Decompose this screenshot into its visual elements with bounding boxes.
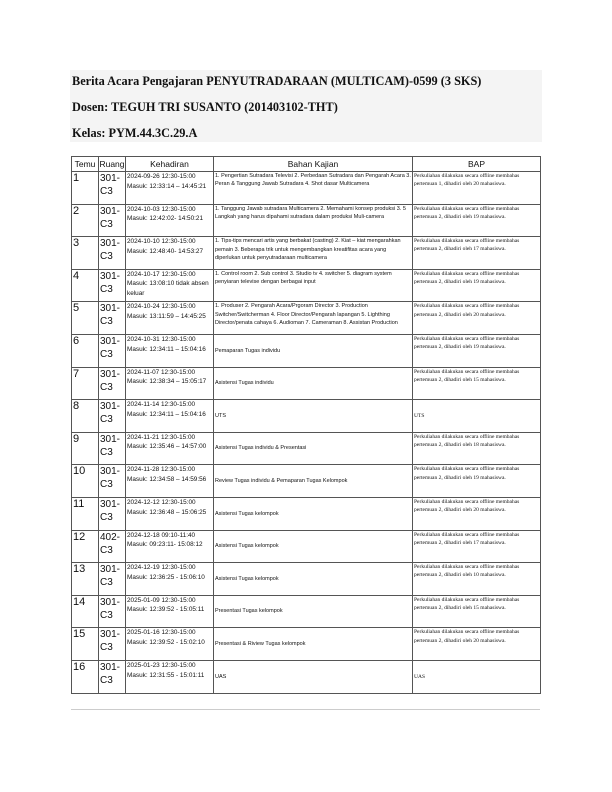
table-row (72, 367, 541, 400)
cell-kehadiran: 2024-12-18 09:10-11:40 Masuk: 09:23:11- 15:08:12 (126, 530, 214, 563)
cell-bahan-kajian: Asistensi Tugas individu & Presentasi (214, 432, 413, 465)
cell-kehadiran: 2025-01-23 12:30-15:00 Masuk: 12:31:55 - 15:01:11 (126, 660, 214, 693)
cell-ruang: 301-C3 (99, 400, 126, 433)
cell-temu: 15 (72, 628, 99, 661)
cell-kehadiran: 2024-11-14 12:30-15:00 Masuk: 12:34:11 – 15:04:16 (126, 400, 214, 433)
cell-ruang: 301-C3 (99, 269, 126, 302)
cell-ruang: 301-C3 (99, 660, 126, 693)
cell-temu: 5 (72, 302, 99, 335)
header-kehadiran: Kehadiran (126, 157, 214, 172)
cell-bahan-kajian: 1. Produser 2. Pengarah Acara/Prgoram Director 3. Production Switcher/Switcherman 4. Floor Director/Pengarah lapangan 5. Lighthing Director/penata cahaya 6. Audioman 7. Cameraman 8. Assistan Production (214, 302, 413, 335)
cell-bap: Perkuliahan dilakukan secara offline membahas pertemuan 2, dihadiri oleh 19 mahasiswa. (413, 465, 541, 498)
cell-bahan-kajian: Asistensi Tugas kelompok (214, 530, 413, 563)
table-row (72, 497, 541, 530)
cell-bahan-kajian: 1. Tanggung Jawab sutradara Multicamera 2. Memahami konsep produksi 3. 5 Langkah yang harus dipahami sutradara dalam produksi Muli-camera (214, 204, 413, 237)
cell-kehadiran: 2024-10-17 12:30-15:00 Masuk: 13:08:10 tidak absen keluar (126, 269, 214, 302)
class-line: Kelas: PYM.44.3C.29.A (72, 126, 198, 140)
cell-bap: Perkuliahan dilakukan secara offline membahas pertemuan 2, dihadiri oleh 17 mahasiswa. (413, 530, 541, 563)
cell-ruang: 301-C3 (99, 628, 126, 661)
cell-bap: Perkuliahan dilakukan secara offline membahas pertemuan 1, dihadiri oleh 20 mahasiswa. (413, 172, 541, 205)
header-ruang: Ruang (99, 157, 126, 172)
table-row (72, 563, 541, 596)
cell-temu: 1 (72, 172, 99, 205)
table-row (72, 204, 541, 237)
table-row (72, 302, 541, 335)
cell-kehadiran: 2024-11-21 12:30-15:00 Masuk: 12:35:46 – 14:57:00 (126, 432, 214, 465)
cell-bahan-kajian: Presentasi Tugas kelompok (214, 595, 413, 628)
cell-kehadiran: 2024-10-03 12:30-15:00 Masuk: 12:42:02- 14:50:21 (126, 204, 214, 237)
cell-temu: 7 (72, 367, 99, 400)
cell-bap: Perkuliahan dilakukan secara offline membahas pertemuan 2, dihadiri oleh 15 mahasiswa. (413, 367, 541, 400)
cell-bahan-kajian: 1. Pengertian Sutradara Televisi 2. Perbedaan Sutradara dan Pengarah Acara 3. Peran & Tanggung Jawab Sutradara 4. Shot dasar Multicamera (214, 172, 413, 205)
cell-bahan-kajian: Asistensi Tugas kelompok (214, 497, 413, 530)
cell-temu: 4 (72, 269, 99, 302)
cell-bahan-kajian: Presentasi & Riview Tugas kelompok (214, 628, 413, 661)
attendance-table (71, 156, 541, 694)
table-row (72, 269, 541, 302)
cell-bap: Perkuliahan dilakukan secara offline membahas pertemuan 2, dihadiri oleh 10 mahasiswa. (413, 563, 541, 596)
cell-bap: Perkuliahan dilakukan secara offline membahas pertemuan 2, dihadiri oleh 18 mahasiswa. (413, 432, 541, 465)
cell-ruang: 301-C3 (99, 237, 126, 270)
header-bap: BAP (413, 157, 541, 172)
cell-bahan-kajian: 1. Tips-tips mencari artis yang berbakat (casting) 2. Kiat – kiat mengarahkan pemain 3. Beberapa trik untuk mengembangkan kreatifitas acara yang diperlukan untuk penyutradaraan multicamera (214, 237, 413, 270)
cell-bap: UAS (413, 660, 541, 693)
cell-bahan-kajian: Pemaparan Tugas individu (214, 334, 413, 367)
cell-kehadiran: 2024-11-28 12:30-15:00 Masuk: 12:34:58 – 14:59:56 (126, 465, 214, 498)
cell-temu: 8 (72, 400, 99, 433)
cell-ruang: 301-C3 (99, 172, 126, 205)
cell-bap: Perkuliahan dilakukan secara offline membahas pertemuan 2, dihadiri oleh 19 mahasiswa. (413, 334, 541, 367)
cell-bap: Perkuliahan dilakukan secara offline membahas pertemuan 2, dihadiri oleh 15 mahasiswa. (413, 595, 541, 628)
cell-kehadiran: 2024-10-31 12:30-15:00 Masuk: 12:34:11 – 15:04:16 (126, 334, 214, 367)
cell-temu: 10 (72, 465, 99, 498)
cell-ruang: 301-C3 (99, 367, 126, 400)
cell-kehadiran: 2025-01-16 12:30-15:00 Masuk: 12:39:52 - 15:02:10 (126, 628, 214, 661)
cell-ruang: 301-C3 (99, 204, 126, 237)
cell-bahan-kajian: UAS (214, 660, 413, 693)
cell-bap: Perkuliahan dilakukan secara offline membahas pertemuan 2, dihadiri oleh 17 mahasiswa. (413, 237, 541, 270)
cell-temu: 9 (72, 432, 99, 465)
table-row (72, 660, 541, 693)
cell-temu: 16 (72, 660, 99, 693)
cell-kehadiran: 2024-10-24 12:30-15:00 Masuk: 13:11:59 – 14:45:25 (126, 302, 214, 335)
table-row (72, 237, 541, 270)
table-row (72, 172, 541, 205)
bottom-rule (71, 709, 540, 710)
cell-temu: 3 (72, 237, 99, 270)
cell-bahan-kajian: Review Tugas individu & Pemaparan Tugas Kelompok (214, 465, 413, 498)
cell-bap: Perkuliahan dilakukan secara offline membahas pertemuan 2, dihadiri oleh 20 mahasiswa. (413, 302, 541, 335)
table-row (72, 400, 541, 433)
cell-kehadiran: 2024-11-07 12:30-15:00 Masuk: 12:38:34 – 15:05:17 (126, 367, 214, 400)
cell-ruang: 301-C3 (99, 465, 126, 498)
cell-kehadiran: 2024-09-26 12:30-15:00 Masuk: 12:33:14 – 14:45:21 (126, 172, 214, 205)
cell-kehadiran: 2024-12-12 12:30-15:00 Masuk: 12:36:48 – 15:06:25 (126, 497, 214, 530)
cell-temu: 14 (72, 595, 99, 628)
cell-ruang: 301-C3 (99, 595, 126, 628)
cell-ruang: 301-C3 (99, 432, 126, 465)
cell-temu: 12 (72, 530, 99, 563)
table-header-row (72, 157, 541, 172)
cell-bap: Perkuliahan dilakukan secara offline membahas pertemuan 2, dihadiri oleh 20 mahasiswa. (413, 497, 541, 530)
header-temu: Temu (72, 157, 99, 172)
table-row (72, 432, 541, 465)
cell-ruang: 402-C3 (99, 530, 126, 563)
lecturer-line: Dosen: TEGUH TRI SUSANTO (201403102-THT) (72, 100, 338, 114)
cell-ruang: 301-C3 (99, 563, 126, 596)
table-row (72, 334, 541, 367)
cell-temu: 2 (72, 204, 99, 237)
table-row (72, 595, 541, 628)
cell-bahan-kajian: Asistensi Tugas kelompok (214, 563, 413, 596)
cell-bahan-kajian: UTS (214, 400, 413, 433)
cell-kehadiran: 2024-12-19 12:30-15:00 Masuk: 12:36:25 - 15:06:10 (126, 563, 214, 596)
table-row (72, 530, 541, 563)
cell-temu: 13 (72, 563, 99, 596)
cell-bap: Perkuliahan dilakukan secara offline membahas pertemuan 2, dihadiri oleh 19 mahasiswa. (413, 204, 541, 237)
document-title: Berita Acara Pengajaran PENYUTRADARAAN (MULTICAM)-0599 (3 SKS) (72, 74, 482, 88)
cell-bap: Perkuliahan dilakukan secara offline membahas pertemuan 2, dihadiri oleh 19 mahasiswa. (413, 269, 541, 302)
cell-ruang: 301-C3 (99, 334, 126, 367)
cell-kehadiran: 2025-01-09 12:30-15:00 Masuk: 12:39:52 - 15:05:11 (126, 595, 214, 628)
cell-ruang: 301-C3 (99, 497, 126, 530)
header-bahan-kajian: Bahan Kajian (214, 157, 413, 172)
cell-bap: Perkuliahan dilakukan secara offline membahas pertemuan 2, dihadiri oleh 20 mahasiswa. (413, 628, 541, 661)
cell-bap: UTS (413, 400, 541, 433)
cell-bahan-kajian: Asistensi Tugas individu (214, 367, 413, 400)
table-row (72, 465, 541, 498)
document-header (70, 70, 542, 142)
cell-temu: 11 (72, 497, 99, 530)
cell-ruang: 301-C3 (99, 302, 126, 335)
cell-kehadiran: 2024-10-10 12:30-15:00 Masuk: 12:48:40- 14:53:27 (126, 237, 214, 270)
cell-temu: 6 (72, 334, 99, 367)
cell-bahan-kajian: 1. Control room 2. Sub control 3. Studio tv 4. switcher 5. diagram system penyiaran televise dengan berbagai input (214, 269, 413, 302)
table-row (72, 628, 541, 661)
